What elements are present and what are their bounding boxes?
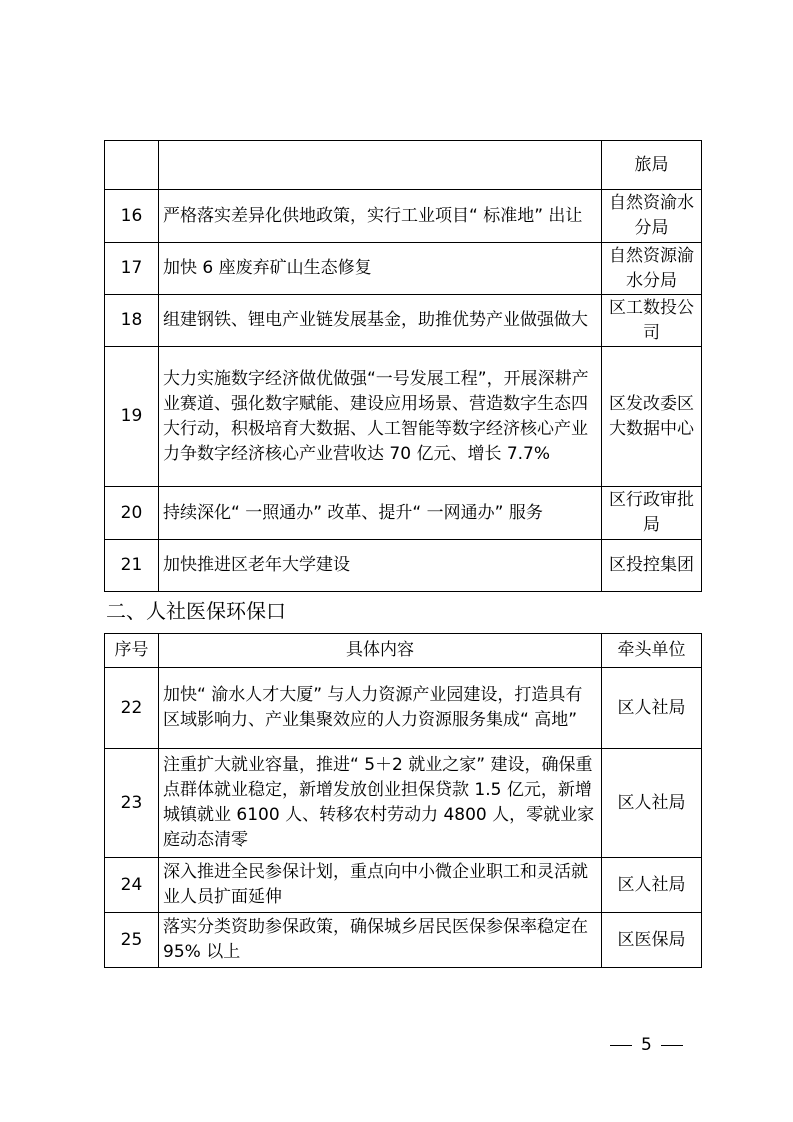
row-number: 18 [105,295,159,347]
row-content [159,141,602,190]
table-row [105,487,702,540]
row-content: 严格落实差异化供地政策，实行工业项目“ 标准地” 出让 [159,190,602,243]
task-table-continued [104,140,702,592]
table-row [105,141,702,190]
row-lead-unit: 自然资渝水分局 [602,190,702,243]
table-header-row [105,634,702,668]
row-lead-unit: 区工数投公司 [602,295,702,347]
table-row [105,347,702,487]
table-row [105,190,702,243]
row-content: 加快推进区老年大学建设 [159,540,602,592]
row-lead-unit: 区人社局 [602,668,702,749]
row-number: 23 [105,749,159,858]
row-lead-unit: 区投控集团 [602,540,702,592]
row-number: 25 [105,913,159,968]
row-number: 19 [105,347,159,487]
row-content: 注重扩大就业容量，推进“ 5＋2 就业之家” 建设，确保重点群体就业稳定，新增发放创业担保贷款 1.5 亿元，新增城镇就业 6100 人、转移农村劳动力 4800 人，零就业家庭动态清零 [159,749,602,858]
row-lead-unit: 区医保局 [602,913,702,968]
table-row [105,913,702,968]
row-number: 16 [105,190,159,243]
row-number: 22 [105,668,159,749]
row-lead-unit: 区发改委区大数据中心 [602,347,702,487]
row-content: 落实分类资助参保政策，确保城乡居民医保参保率稳定在 95% 以上 [159,913,602,968]
page-number: 5 [641,1035,652,1055]
row-content: 组建钢铁、锂电产业链发展基金，助推优势产业做强做大 [159,295,602,347]
row-content: 深入推进全民参保计划，重点向中小微企业职工和灵活就业人员扩面延伸 [159,858,602,913]
row-content: 持续深化“ 一照通办” 改革、提升“ 一网通办” 服务 [159,487,602,540]
column-header-number: 序号 [105,634,159,668]
table-row [105,540,702,592]
task-table-social-security [104,633,702,968]
row-lead-unit: 旅局 [602,141,702,190]
section-heading: 二、人社医保环保口 [106,599,286,623]
row-number: 24 [105,858,159,913]
column-header-content: 具体内容 [159,634,602,668]
row-lead-unit: 区行政审批局 [602,487,702,540]
table-row [105,858,702,913]
table-row [105,243,702,295]
row-lead-unit: 区人社局 [602,749,702,858]
row-lead-unit: 自然资源渝水分局 [602,243,702,295]
row-content: 加快 6 座废弃矿山生态修复 [159,243,602,295]
row-content: 加快“ 渝水人才大厦” 与人力资源产业园建设，打造具有区域影响力、产业集聚效应的人力资源服务集成“ 高地” [159,668,602,749]
row-number: 20 [105,487,159,540]
row-number: 21 [105,540,159,592]
row-number: 17 [105,243,159,295]
page-footer [610,1033,683,1057]
table-row [105,668,702,749]
footer-dash-left [610,1045,632,1046]
row-content: 大力实施数字经济做优做强“一号发展工程”，开展深耕产业赛道、强化数字赋能、建设应用场景、营造数字生态四大行动，积极培育大数据、人工智能等数字经济核心产业 力争数字经济核心产业营收达 70 亿元、增长 7.7% [159,347,602,487]
column-header-lead-unit: 牵头单位 [602,634,702,668]
table-row [105,749,702,858]
footer-dash-right [661,1045,683,1046]
row-lead-unit: 区人社局 [602,858,702,913]
table-row [105,295,702,347]
row-number [105,141,159,190]
